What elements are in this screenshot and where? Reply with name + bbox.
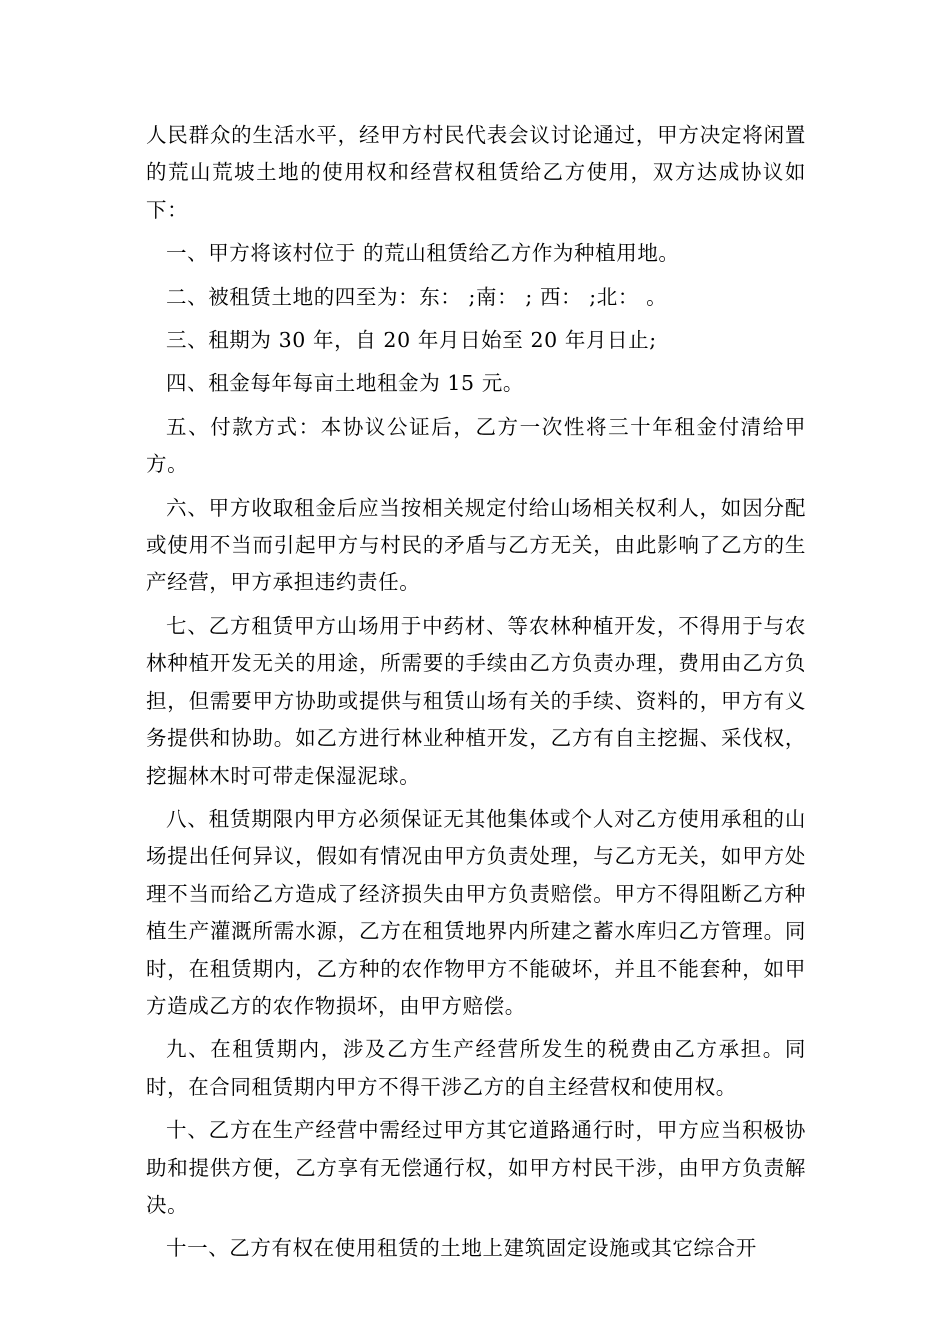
clause-9: 九、在租赁期内，涉及乙方生产经营所发生的税费由乙方承担。同时，在合同租赁期内甲方不得干涉乙方的自主经营权和使用权。 (146, 1037, 806, 1099)
clause-10: 十、乙方在生产经营中需经过甲方其它道路通行时，甲方应当积极协助和提供方便，乙方享有无偿通行权，如甲方村民干涉，由甲方负责解决。 (146, 1118, 806, 1217)
clause-3: 三、租期为 30 年，自 20 年月日始至 20 年月日止; (166, 328, 657, 353)
paragraph-intro: 人民群众的生活水平，经甲方村民代表会议讨论通过，甲方决定将闲置的荒山荒坡土地的使用权和经营权租赁给乙方使用，双方达成协议如下： (146, 123, 806, 222)
clause-4: 四、租金每年每亩土地租金为 15 元。 (166, 371, 525, 396)
clause-6: 六、甲方收取租金后应当按相关规定付给山场相关权利人，如因分配或使用不当而引起甲方与村民的矛盾与乙方无关，由此影响了乙方的生产经营，甲方承担违约责任。 (146, 495, 806, 595)
clause-5: 五、付款方式：本协议公证后，乙方一次性将三十年租金付清给甲方。 (146, 414, 806, 477)
clause-11: 十一、乙方有权在使用租赁的土地上建筑固定设施或其它综合开 (166, 1236, 757, 1261)
clause-1: 一、甲方将该村位于 的荒山租赁给乙方作为种植用地。 (166, 241, 680, 266)
clause-2: 二、被租赁土地的四至为：东： ;南： ; 西： ;北： 。 (166, 284, 668, 309)
document-page (146, 117, 806, 1274)
clause-8: 八、租赁期限内甲方必须保证无其他集体或个人对乙方使用承租的山场提出任何异议，假如有情况由甲方负责处理，与乙方无关，如甲方处理不当而给乙方造成了经济损失由甲方负责赔偿。甲方不得阻断乙方种植生产灌溉所需水源，乙方在租赁地界内所建之蓄水库归乙方管理。同时，在租赁期内，乙方种的农作物甲方不能破坏，并且不能套种，如甲方造成乙方的农作物损坏，由甲方赔偿。 (146, 806, 806, 1018)
clause-7: 七、乙方租赁甲方山场用于中药材、等农林种植开发，不得用于与农林种植开发无关的用途，所需要的手续由乙方负责办理，费用由乙方负担，但需要甲方协助或提供与租赁山场有关的手续、资料的，甲方有义务提供和协助。如乙方进行林业种植开发，乙方有自主挖掘、采伐权，挖掘林木时可带走保湿泥球。 (146, 613, 806, 788)
